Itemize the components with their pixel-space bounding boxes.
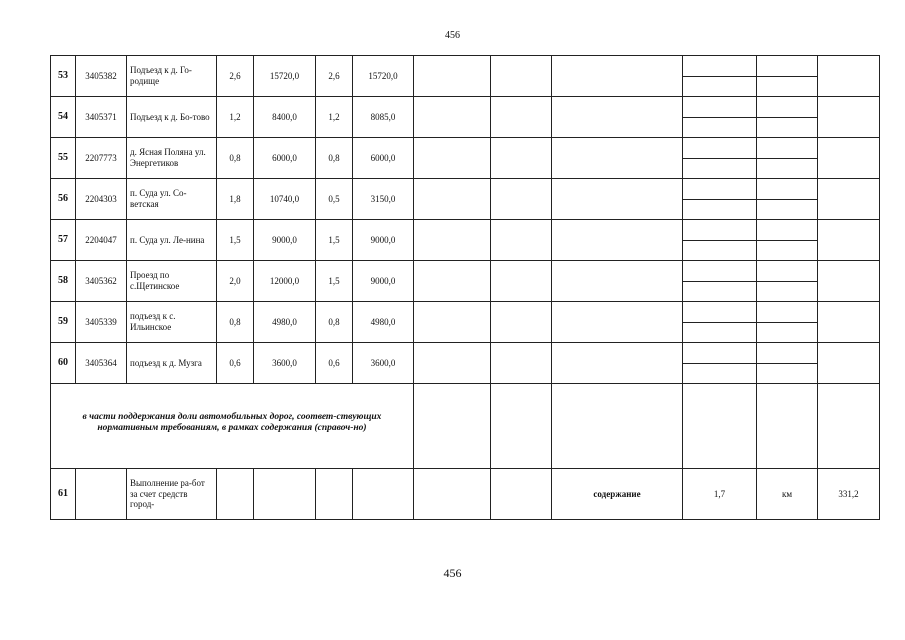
split-part bbox=[757, 363, 817, 384]
row-length-fact: 1,2 bbox=[316, 97, 353, 138]
row-empty-cell bbox=[552, 343, 683, 384]
row-number: 54 bbox=[51, 97, 76, 138]
split-inner bbox=[757, 179, 817, 219]
split-part bbox=[683, 322, 756, 343]
split-inner bbox=[683, 343, 756, 383]
row-split-cell bbox=[683, 220, 757, 261]
row-length-fact: 0,8 bbox=[316, 138, 353, 179]
row-length-plan: 0,8 bbox=[217, 138, 254, 179]
split-inner bbox=[683, 97, 756, 137]
split-inner bbox=[683, 220, 756, 260]
row-length-plan: 0,6 bbox=[217, 343, 254, 384]
row-empty-cell bbox=[552, 302, 683, 343]
split-part bbox=[683, 56, 756, 76]
row-length-plan: 0,8 bbox=[217, 302, 254, 343]
split-part bbox=[757, 281, 817, 302]
row-split-cell bbox=[757, 220, 818, 261]
row-empty-cell bbox=[491, 138, 552, 179]
split-inner bbox=[757, 261, 817, 301]
table-row bbox=[51, 179, 880, 220]
final-row-amount: 331,2 bbox=[818, 469, 880, 520]
split-part bbox=[683, 281, 756, 302]
row-split-cell bbox=[683, 179, 757, 220]
page-number-bottom: 456 bbox=[443, 566, 462, 580]
split-part bbox=[683, 343, 756, 363]
row-length-fact: 1,5 bbox=[316, 261, 353, 302]
final-row-empty-cell bbox=[316, 469, 353, 520]
row-code: 2204303 bbox=[76, 179, 127, 220]
row-empty-cell bbox=[818, 97, 880, 138]
row-empty-cell bbox=[491, 97, 552, 138]
row-split-cell bbox=[757, 302, 818, 343]
split-part bbox=[683, 363, 756, 384]
road-works-table bbox=[50, 55, 880, 520]
row-number: 60 bbox=[51, 343, 76, 384]
table-row bbox=[51, 220, 880, 261]
row-sum-plan: 8400,0 bbox=[254, 97, 316, 138]
split-part bbox=[757, 302, 817, 322]
row-empty-cell bbox=[491, 56, 552, 97]
split-part bbox=[683, 199, 756, 220]
row-empty-cell bbox=[552, 97, 683, 138]
split-part bbox=[757, 322, 817, 343]
row-empty-cell bbox=[414, 56, 491, 97]
section-empty-cell bbox=[683, 384, 757, 469]
row-empty-cell bbox=[414, 138, 491, 179]
row-empty-cell bbox=[552, 261, 683, 302]
row-code: 3405364 bbox=[76, 343, 127, 384]
row-sum-fact: 6000,0 bbox=[353, 138, 414, 179]
row-length-fact: 0,6 bbox=[316, 343, 353, 384]
row-split-cell bbox=[683, 343, 757, 384]
split-part bbox=[683, 240, 756, 261]
row-split-cell bbox=[757, 56, 818, 97]
row-name: Подъезд к д. Го-родище bbox=[127, 56, 217, 97]
final-row-empty-cell bbox=[254, 469, 316, 520]
section-empty-cell bbox=[491, 384, 552, 469]
row-code: 2204047 bbox=[76, 220, 127, 261]
row-name: подъезд к с. Ильинское bbox=[127, 302, 217, 343]
row-empty-cell bbox=[491, 179, 552, 220]
row-empty-cell bbox=[491, 302, 552, 343]
row-empty-cell bbox=[818, 302, 880, 343]
row-number: 56 bbox=[51, 179, 76, 220]
section-empty-cell bbox=[818, 384, 880, 469]
row-empty-cell bbox=[818, 220, 880, 261]
split-part bbox=[683, 179, 756, 199]
row-length-plan: 2,0 bbox=[217, 261, 254, 302]
final-row-empty-cell bbox=[414, 469, 491, 520]
split-part bbox=[683, 261, 756, 281]
split-inner bbox=[757, 302, 817, 342]
row-sum-fact: 3150,0 bbox=[353, 179, 414, 220]
row-split-cell bbox=[757, 179, 818, 220]
split-inner bbox=[757, 220, 817, 260]
split-part bbox=[683, 76, 756, 97]
table-row bbox=[51, 56, 880, 97]
final-row-empty-cell bbox=[217, 469, 254, 520]
row-empty-cell bbox=[414, 302, 491, 343]
row-empty-cell bbox=[552, 220, 683, 261]
row-split-cell bbox=[683, 97, 757, 138]
row-length-fact: 0,5 bbox=[316, 179, 353, 220]
row-split-cell bbox=[757, 261, 818, 302]
section-row bbox=[51, 384, 880, 469]
row-length-fact: 0,8 bbox=[316, 302, 353, 343]
split-part bbox=[757, 261, 817, 281]
split-part bbox=[757, 158, 817, 179]
split-inner bbox=[757, 343, 817, 383]
split-part bbox=[757, 56, 817, 76]
table-row bbox=[51, 97, 880, 138]
row-sum-fact: 4980,0 bbox=[353, 302, 414, 343]
split-part bbox=[683, 138, 756, 158]
row-number: 59 bbox=[51, 302, 76, 343]
row-empty-cell bbox=[818, 261, 880, 302]
row-empty-cell bbox=[818, 343, 880, 384]
row-split-cell bbox=[683, 261, 757, 302]
split-part bbox=[757, 343, 817, 363]
row-sum-plan: 15720,0 bbox=[254, 56, 316, 97]
split-part bbox=[757, 76, 817, 97]
row-sum-plan: 9000,0 bbox=[254, 220, 316, 261]
row-split-cell bbox=[683, 138, 757, 179]
row-empty-cell bbox=[491, 343, 552, 384]
split-inner bbox=[683, 302, 756, 342]
row-empty-cell bbox=[818, 179, 880, 220]
row-length-plan: 2,6 bbox=[217, 56, 254, 97]
split-inner bbox=[683, 261, 756, 301]
section-title: в части поддержания доли автомобильных дорог, соответ-ствующих нормативным требованиям, в рамках содержания (справоч-но) bbox=[51, 384, 414, 469]
table-row bbox=[51, 302, 880, 343]
row-number: 53 bbox=[51, 56, 76, 97]
row-code: 3405362 bbox=[76, 261, 127, 302]
split-inner bbox=[757, 138, 817, 178]
table-row bbox=[51, 138, 880, 179]
split-part bbox=[683, 97, 756, 117]
row-length-plan: 1,8 bbox=[217, 179, 254, 220]
table-row bbox=[51, 343, 880, 384]
row-empty-cell bbox=[414, 220, 491, 261]
row-number: 57 bbox=[51, 220, 76, 261]
row-empty-cell bbox=[491, 261, 552, 302]
split-part bbox=[683, 302, 756, 322]
row-empty-cell bbox=[552, 138, 683, 179]
row-code: 3405382 bbox=[76, 56, 127, 97]
row-empty-cell bbox=[414, 179, 491, 220]
final-row-empty-cell bbox=[76, 469, 127, 520]
row-empty-cell bbox=[818, 138, 880, 179]
split-part bbox=[757, 199, 817, 220]
split-inner bbox=[683, 179, 756, 219]
split-inner bbox=[683, 56, 756, 96]
final-row-empty-cell bbox=[353, 469, 414, 520]
table-body bbox=[51, 56, 880, 520]
split-part bbox=[757, 117, 817, 138]
split-part bbox=[757, 179, 817, 199]
final-row-unit: км bbox=[757, 469, 818, 520]
split-part bbox=[757, 240, 817, 261]
row-sum-fact: 3600,0 bbox=[353, 343, 414, 384]
table-row bbox=[51, 261, 880, 302]
row-sum-plan: 12000,0 bbox=[254, 261, 316, 302]
split-part bbox=[757, 220, 817, 240]
split-part bbox=[757, 138, 817, 158]
row-name: Подъезд к д. Бо-тово bbox=[127, 97, 217, 138]
page-number-top: 456 bbox=[445, 30, 460, 41]
split-part bbox=[683, 117, 756, 138]
row-empty-cell bbox=[491, 220, 552, 261]
row-sum-plan: 3600,0 bbox=[254, 343, 316, 384]
row-name: подъезд к д. Музга bbox=[127, 343, 217, 384]
final-row-empty-cell bbox=[491, 469, 552, 520]
row-length-fact: 1,5 bbox=[316, 220, 353, 261]
split-part bbox=[683, 158, 756, 179]
row-sum-fact: 9000,0 bbox=[353, 220, 414, 261]
row-sum-fact: 9000,0 bbox=[353, 261, 414, 302]
split-inner bbox=[757, 56, 817, 96]
row-length-plan: 1,5 bbox=[217, 220, 254, 261]
row-empty-cell bbox=[552, 179, 683, 220]
row-code: 3405339 bbox=[76, 302, 127, 343]
section-empty-cell bbox=[552, 384, 683, 469]
split-part bbox=[683, 220, 756, 240]
row-sum-plan: 10740,0 bbox=[254, 179, 316, 220]
row-sum-plan: 6000,0 bbox=[254, 138, 316, 179]
row-name: д. Ясная Поляна ул. Энергетиков bbox=[127, 138, 217, 179]
split-part bbox=[757, 97, 817, 117]
row-split-cell bbox=[683, 302, 757, 343]
row-sum-fact: 8085,0 bbox=[353, 97, 414, 138]
final-row-value: 1,7 bbox=[683, 469, 757, 520]
row-empty-cell bbox=[552, 56, 683, 97]
row-length-fact: 2,6 bbox=[316, 56, 353, 97]
row-split-cell bbox=[757, 97, 818, 138]
row-empty-cell bbox=[414, 261, 491, 302]
row-name: Проезд по с.Щетинское bbox=[127, 261, 217, 302]
row-code: 2207773 bbox=[76, 138, 127, 179]
final-row bbox=[51, 469, 880, 520]
split-inner bbox=[683, 138, 756, 178]
row-split-cell bbox=[757, 343, 818, 384]
section-empty-cell bbox=[757, 384, 818, 469]
row-code: 3405371 bbox=[76, 97, 127, 138]
final-row-indicator: содержание bbox=[552, 469, 683, 520]
row-split-cell bbox=[683, 56, 757, 97]
row-empty-cell bbox=[414, 97, 491, 138]
row-name: п. Суда ул. Со-ветская bbox=[127, 179, 217, 220]
row-name: п. Суда ул. Ле-нина bbox=[127, 220, 217, 261]
row-number: 55 bbox=[51, 138, 76, 179]
row-empty-cell bbox=[818, 56, 880, 97]
split-inner bbox=[757, 97, 817, 137]
row-sum-fact: 15720,0 bbox=[353, 56, 414, 97]
final-row-name: Выполнение ра-бот за счет средств город- bbox=[127, 469, 217, 520]
section-empty-cell bbox=[414, 384, 491, 469]
row-split-cell bbox=[757, 138, 818, 179]
row-length-plan: 1,2 bbox=[217, 97, 254, 138]
row-sum-plan: 4980,0 bbox=[254, 302, 316, 343]
final-row-number: 61 bbox=[51, 469, 76, 520]
row-number: 58 bbox=[51, 261, 76, 302]
row-empty-cell bbox=[414, 343, 491, 384]
